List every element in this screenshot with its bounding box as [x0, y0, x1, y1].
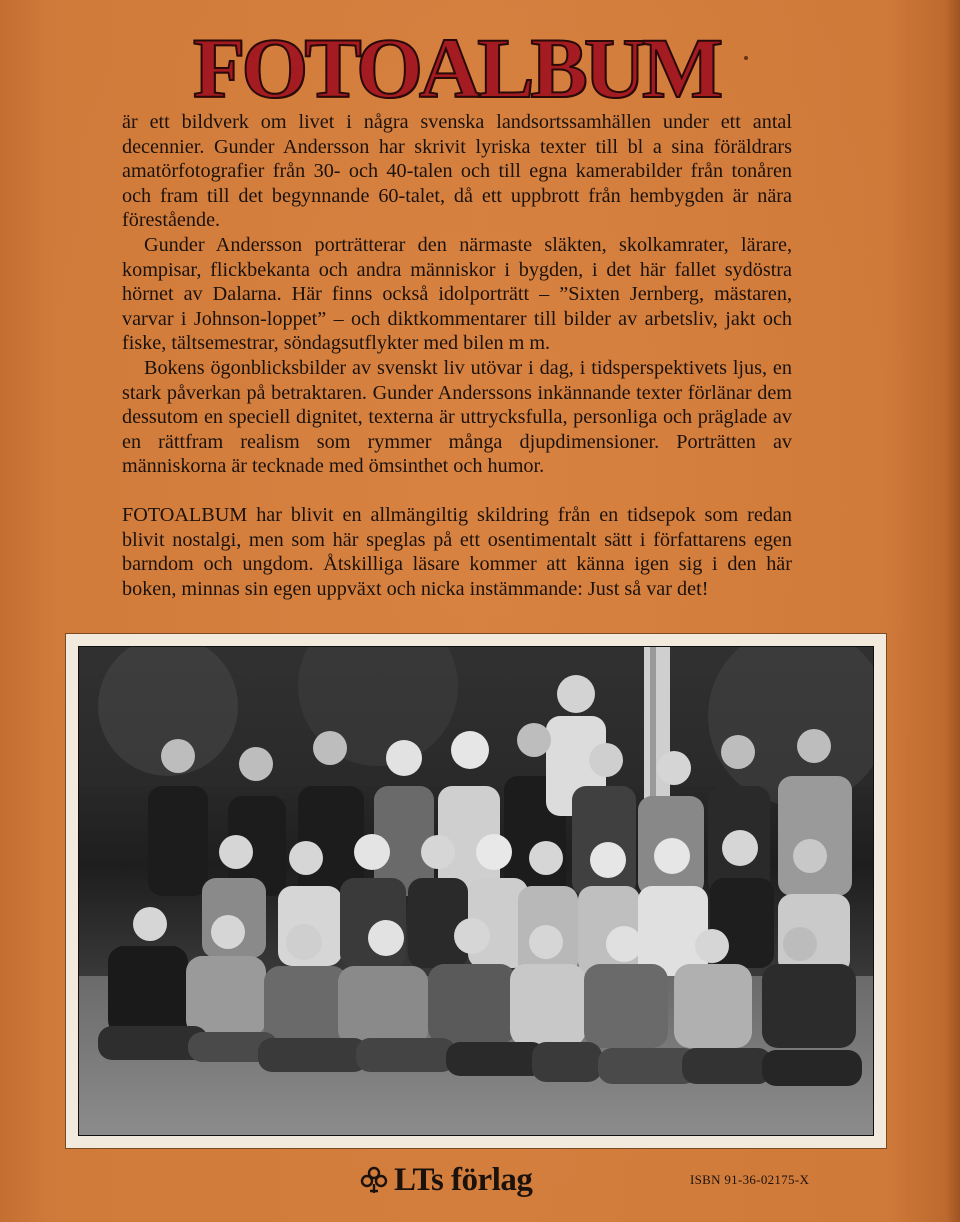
blurb-text [122, 110, 792, 601]
speck [744, 56, 748, 60]
publisher-logo [360, 1160, 532, 1200]
blurb-paragraph-4: FOTOALBUM har blivit en allmängiltig skildring från en tidsepok som redan blivit nostalgi, men som här speglas på ett osentimentalt sätt i författarens egen barndom och ungdom. Åtskilliga läsare kommer att känna igen sig i den här boken, minnas sin egen uppväxt och nicka instämmande: Just så var det! [122, 503, 792, 600]
photo-frame [66, 634, 886, 1148]
blurb-paragraph-3: Bokens ögonblicksbilder av svenskt liv utövar i dag, i tidsperspektivets ljus, en stark påverkan på betraktaren. Gunder Anderssons inkännande texter förlänar dem dessutom en speciell dignitet, texterna är uttrycksfulla, personliga och präglade av en rättfram realism som rymmer många djupdimensioner. Porträtten av människorna är tecknade med ömsinthet och humor. [122, 356, 792, 478]
class-photo-illustration [78, 646, 874, 1136]
blurb-paragraph-2: Gunder Andersson porträtterar den närmaste släkten, skolkamrater, lärare, kompisar, flickbekanta och andra människor i bygden, i det här fallet sydöstra hörnet av Dalarna. Här finns också idolporträtt – ”Sixten Jernberg, mästaren, varvar i Johnson-loppet” – och diktkommentarer till bilder av arbetsliv, jakt och fiske, tältsemestrar, söndagsutflykter med bilen m m. [122, 233, 792, 355]
publisher-name: LTs förlag [394, 1161, 533, 1198]
book-title: FOTOALBUM [192, 20, 720, 116]
class-photo [78, 646, 874, 1136]
spine-edge [946, 0, 960, 1222]
isbn-number: ISBN 91-36-02175-X [690, 1172, 810, 1187]
publisher-emblem-icon [360, 1166, 388, 1194]
blurb-paragraph-1: är ett bildverk om livet i några svenska landsortssamhällen under ett antal decennier. Gunder Andersson har skrivit lyriska texter till bl a sina föräldrars amatörfotografier från 30- och 40-talen och till egna kamerabilder från tonåren och fram till det begynnande 60-talet, då ett uppbrott från hembygden är nära förestående. [122, 111, 792, 232]
